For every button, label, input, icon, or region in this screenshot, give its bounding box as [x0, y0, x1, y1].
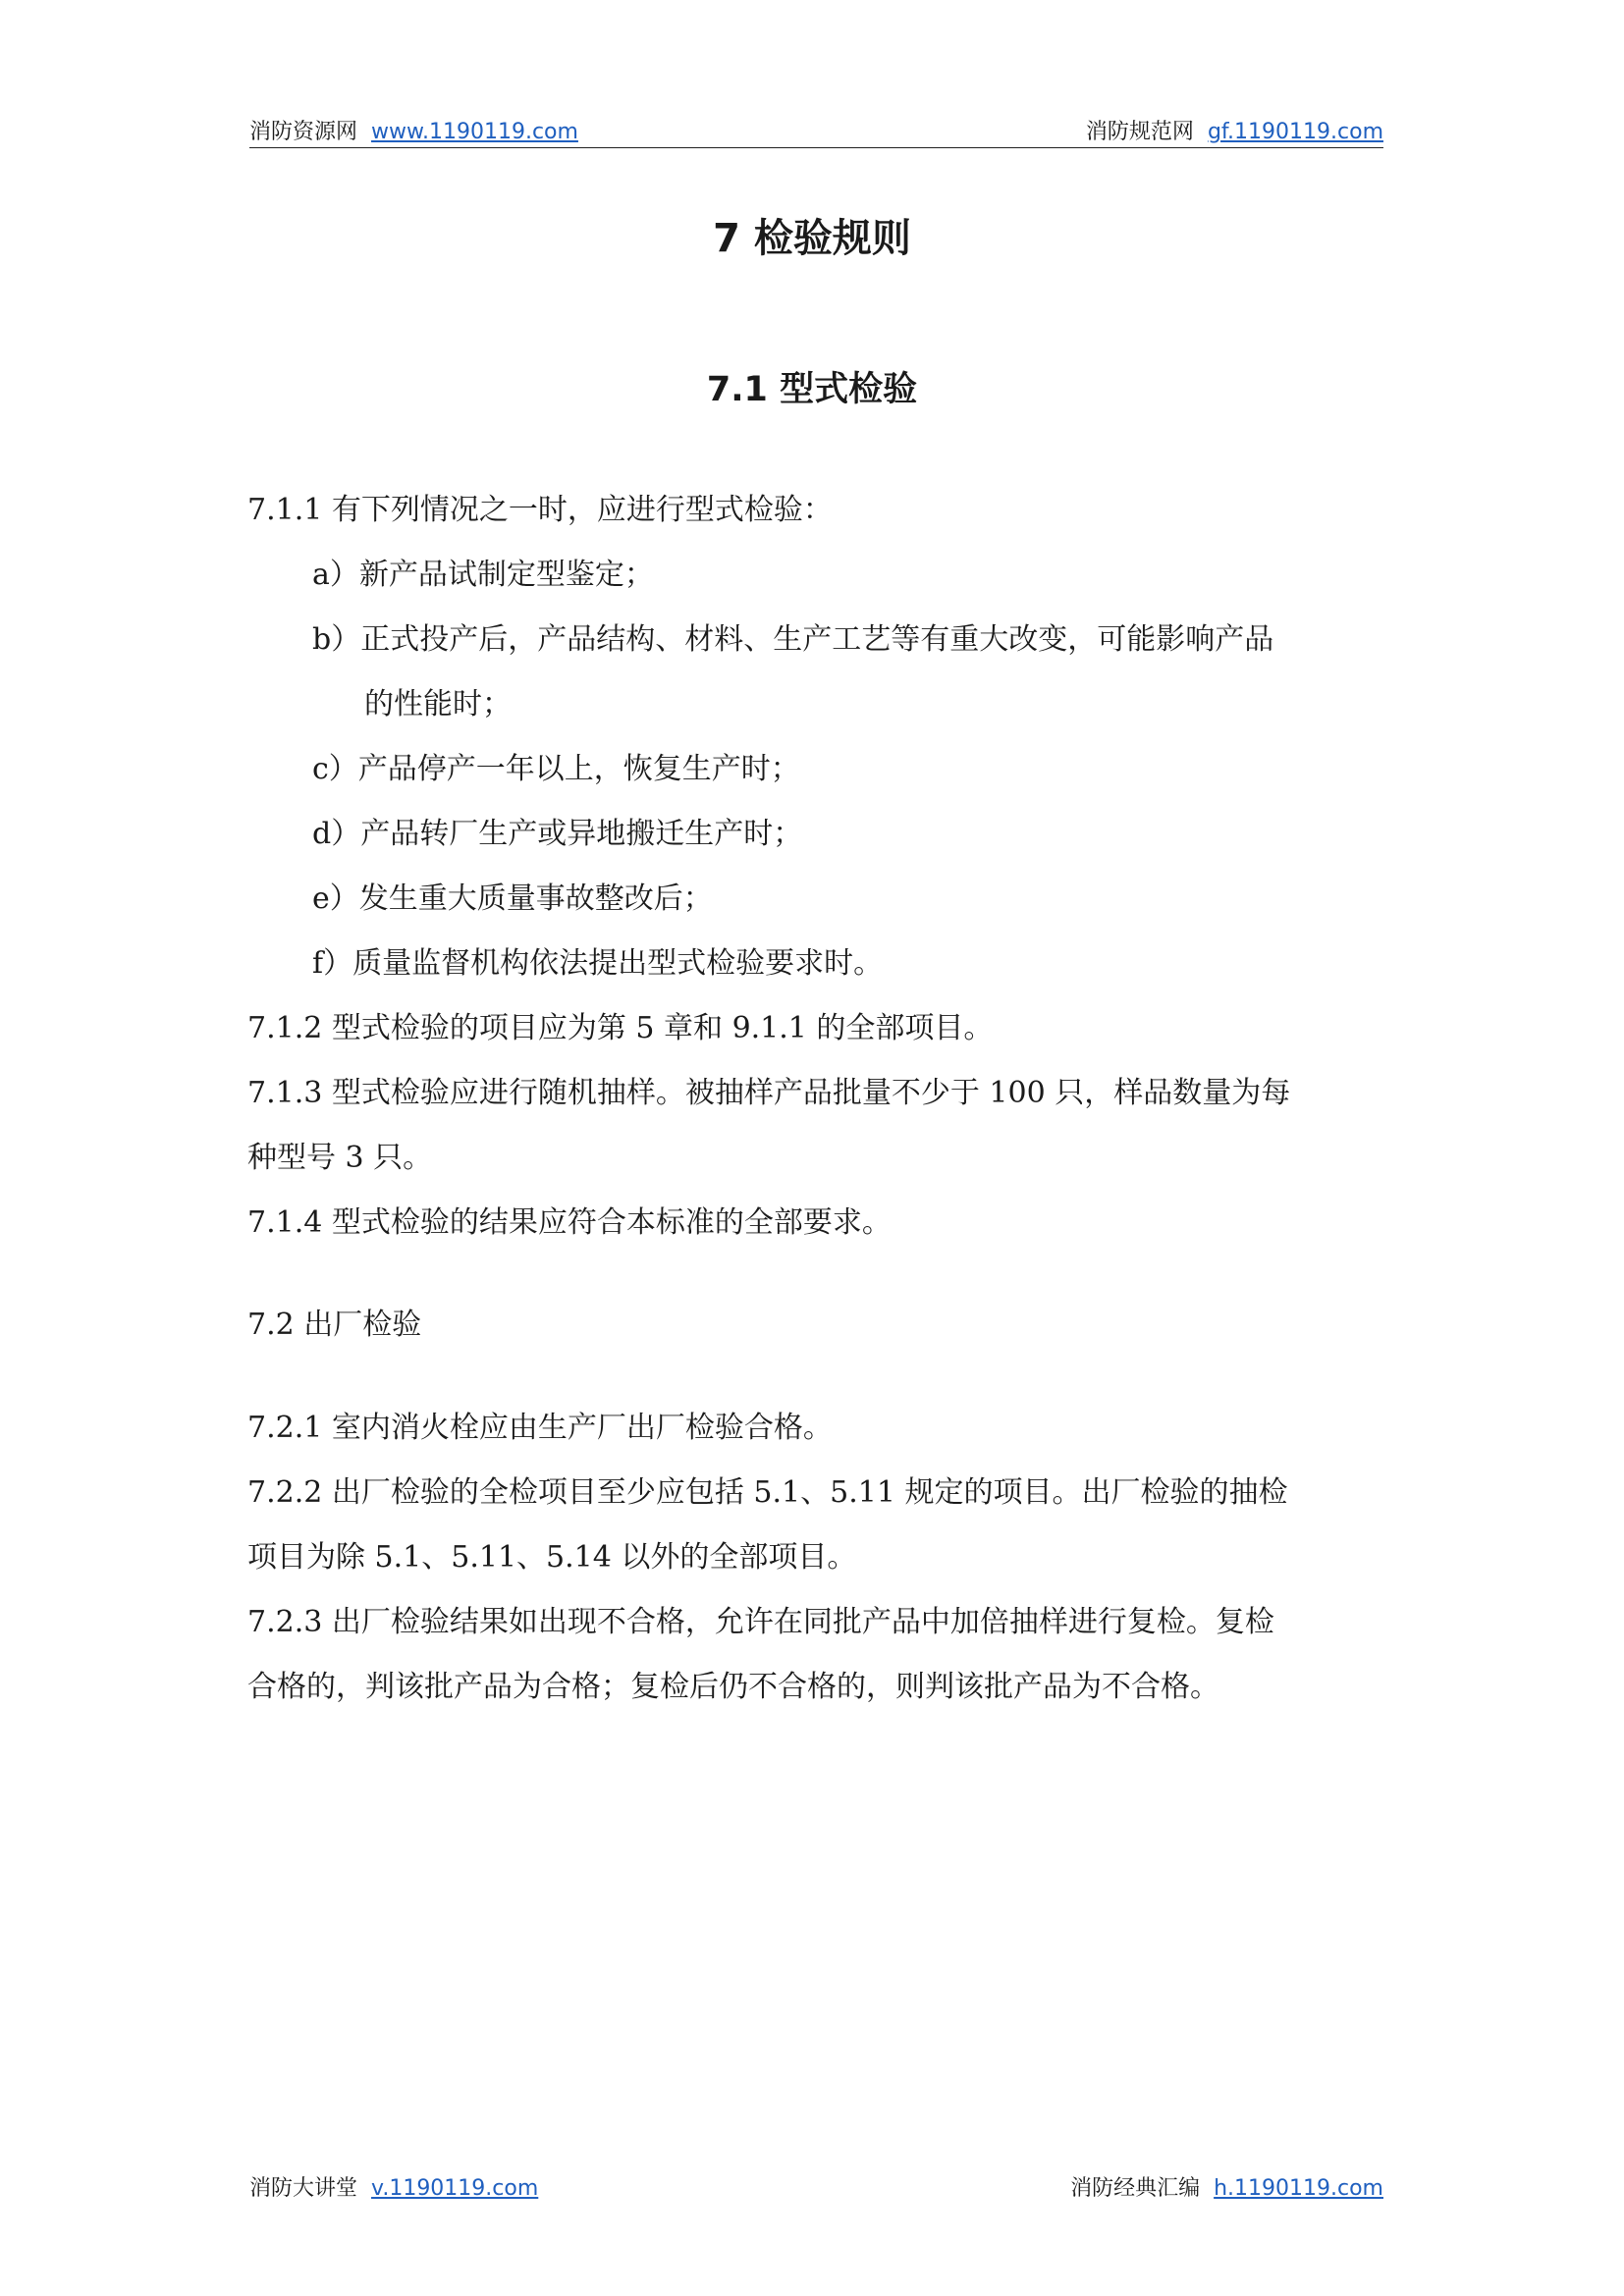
- list-item-d: d）产品转厂生产或异地搬迁生产时；: [312, 817, 803, 851]
- clause-7-1-2: 7.1.2 型式检验的项目应为第 5 章和 9.1.1 的全部项目。: [247, 1011, 994, 1045]
- section-title-7-1: 7.1 型式检验: [706, 370, 918, 409]
- footer-right-link[interactable]: h.1190119.com: [1214, 2176, 1383, 2201]
- page-header: [249, 118, 1383, 148]
- footer-left-link[interactable]: v.1190119.com: [371, 2176, 539, 2201]
- clause-7-1-1: 7.1.1 有下列情况之一时，应进行型式检验：: [247, 493, 833, 527]
- footer-left-label: 消防大讲堂: [249, 2176, 358, 2201]
- header-right-label: 消防规范网: [1085, 120, 1194, 144]
- clause-7-2-3: 7.2.3 出厂检验结果如出现不合格，允许在同批产品中加倍抽样进行复检。复检: [247, 1605, 1274, 1639]
- clause-7-2-3-continuation: 合格的，判该批产品为合格；复检后仍不合格的，则判该批产品为不合格。: [247, 1670, 1219, 1704]
- list-item-b-continuation: 的性能时；: [364, 687, 512, 721]
- section-title-7-2: 7.2 出厂检验: [247, 1308, 422, 1342]
- footer-right-label: 消防经典汇编: [1070, 2176, 1201, 2201]
- page-footer: [249, 2174, 1383, 2204]
- clause-7-1-3: 7.1.3 型式检验应进行随机抽样。被抽样产品批量不少于 100 只，样品数量为每: [247, 1076, 1291, 1110]
- clause-7-2-2: 7.2.2 出厂检验的全检项目至少应包括 5.1、5.11 规定的项目。出厂检验的抽检: [247, 1475, 1288, 1510]
- footer-right: [1070, 2174, 1383, 2204]
- header-left-label: 消防资源网: [249, 120, 358, 144]
- header-left: [249, 118, 578, 147]
- header-right-link[interactable]: gf.1190119.com: [1207, 120, 1383, 144]
- clause-7-2-2-continuation: 项目为除 5.1、5.11、5.14 以外的全部项目。: [247, 1540, 857, 1575]
- clause-7-1-3-continuation: 种型号 3 只。: [247, 1141, 433, 1175]
- list-item-f: f）质量监督机构依法提出型式检验要求时。: [312, 946, 884, 981]
- header-right: [1086, 118, 1383, 147]
- list-item-b: b）正式投产后，产品结构、材料、生产工艺等有重大改变，可能影响产品: [312, 622, 1274, 657]
- header-left-link[interactable]: www.1190119.com: [371, 120, 578, 144]
- list-item-e: e）发生重大质量事故整改后；: [312, 881, 713, 916]
- footer-left: [249, 2174, 538, 2204]
- clause-7-1-4: 7.1.4 型式检验的结果应符合本标准的全部要求。: [247, 1205, 892, 1240]
- list-item-c: c）产品停产一年以上，恢复生产时；: [312, 752, 800, 786]
- clause-7-2-1: 7.2.1 室内消火栓应由生产厂出厂检验合格。: [247, 1411, 833, 1445]
- chapter-title: 7 检验规则: [713, 216, 911, 261]
- list-item-a: a）新产品试制定型鉴定；: [312, 558, 654, 592]
